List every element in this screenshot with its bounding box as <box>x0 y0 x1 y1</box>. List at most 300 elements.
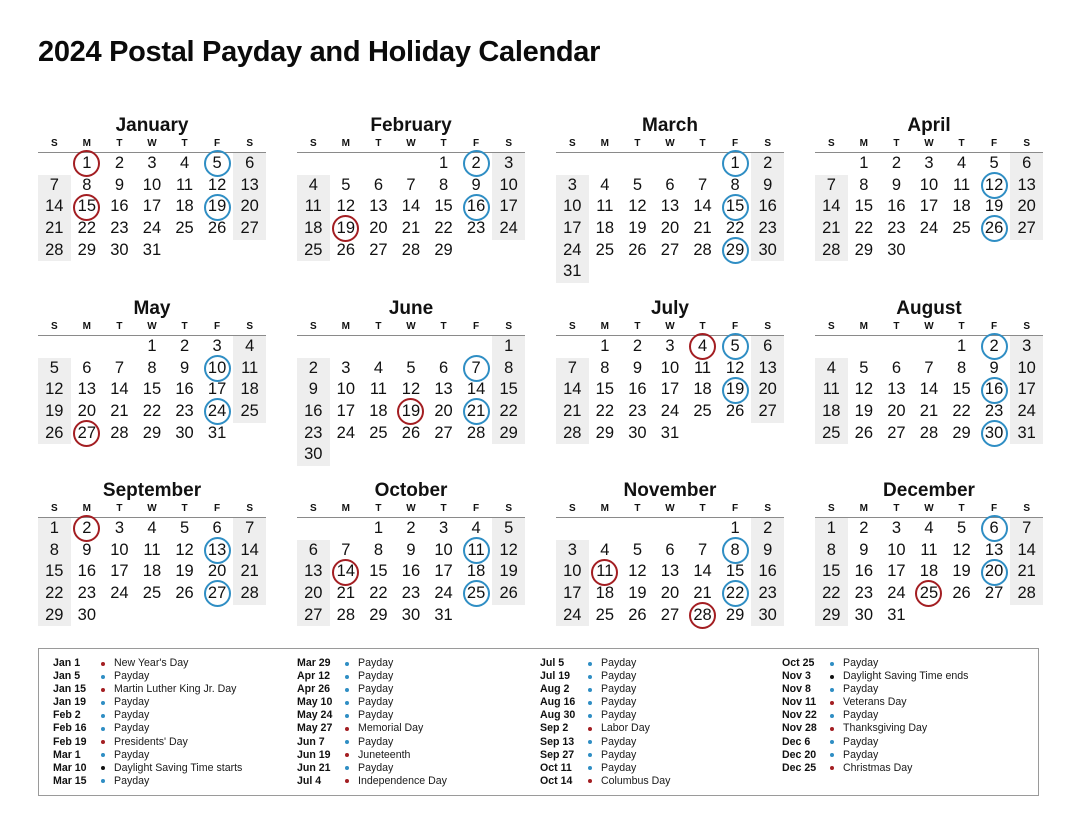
legend-item <box>782 762 968 775</box>
legend-label: Payday <box>114 696 150 709</box>
day-number: 26 <box>499 584 518 603</box>
day-number: 17 <box>887 562 906 581</box>
day-number: 20 <box>887 402 906 421</box>
day-number: 22 <box>499 402 518 421</box>
day-cell <box>136 218 169 240</box>
day-cell <box>880 153 913 175</box>
day-cell <box>136 196 169 218</box>
day-number: 27 <box>887 423 906 442</box>
day-number: 17 <box>1017 380 1036 399</box>
weekday-header: S <box>1023 138 1030 149</box>
weekday-header: T <box>181 138 188 149</box>
day-number: 14 <box>822 197 841 216</box>
day-number: 24 <box>499 219 518 238</box>
day-number: 28 <box>336 605 356 624</box>
day-number: 4 <box>924 519 934 537</box>
day-number: 28 <box>110 423 129 442</box>
legend-item <box>540 762 670 775</box>
legend-date: Mar 15 <box>53 774 87 787</box>
legend-item <box>53 683 242 696</box>
day-cell <box>492 561 525 583</box>
day-number: 22 <box>854 219 874 238</box>
day-cell <box>686 175 719 197</box>
day-number: 20 <box>660 219 680 238</box>
day-number: 6 <box>665 175 675 194</box>
legend-column <box>297 657 447 788</box>
legend-label: Payday <box>358 709 394 722</box>
day-cell <box>621 358 654 380</box>
day-number: 25 <box>175 219 194 238</box>
day-number: 22 <box>725 584 745 603</box>
day-cell <box>395 175 428 197</box>
legend-date: Sep 27 <box>540 748 575 761</box>
empty-cell <box>621 153 654 175</box>
day-cell <box>168 175 201 197</box>
day-number: 16 <box>466 197 486 216</box>
weekday-header-row <box>815 137 1043 153</box>
day-number: 7 <box>245 519 255 537</box>
day-cell <box>362 518 395 540</box>
day-cell <box>38 196 71 218</box>
weekday-header: S <box>505 503 512 514</box>
day-cell <box>395 561 428 583</box>
day-number: 19 <box>984 197 1004 216</box>
payday-cell <box>201 540 234 562</box>
day-number: 1 <box>504 337 514 355</box>
legend-item <box>540 709 670 722</box>
day-cell <box>103 561 136 583</box>
weekday-header: M <box>600 503 610 514</box>
day-cell <box>168 401 201 423</box>
weekday-header: W <box>406 503 416 514</box>
day-cell <box>848 175 881 197</box>
day-cell <box>427 518 460 540</box>
day-number: 1 <box>147 337 157 355</box>
day-cell <box>103 423 136 445</box>
day-number: 18 <box>919 562 939 581</box>
day-number: 20 <box>207 562 227 581</box>
legend-item <box>540 722 670 735</box>
day-number: 1 <box>49 519 59 537</box>
day-number: 10 <box>110 540 129 559</box>
day-number: 2 <box>179 337 190 355</box>
day-cell <box>38 401 71 423</box>
day-number: 2 <box>471 154 481 172</box>
day-cell <box>460 423 493 445</box>
day-number: 31 <box>142 240 162 259</box>
day-cell <box>492 358 525 380</box>
day-number: 21 <box>693 219 712 238</box>
day-number: 1 <box>82 154 92 172</box>
day-number: 28 <box>693 605 712 624</box>
day-number: 24 <box>207 402 227 421</box>
weekday-header-row <box>297 502 525 518</box>
legend-item <box>297 775 447 788</box>
legend-item <box>297 762 447 775</box>
payday-cell <box>719 336 752 358</box>
day-number: 29 <box>822 605 841 624</box>
payday-dot-icon <box>587 709 601 722</box>
day-cell <box>136 358 169 380</box>
day-number: 15 <box>499 380 518 399</box>
day-cell <box>751 561 784 583</box>
day-cell <box>913 153 946 175</box>
day-number: 2 <box>989 337 999 355</box>
day-number: 17 <box>499 197 518 216</box>
day-cell <box>427 153 460 175</box>
day-number: 22 <box>77 219 97 238</box>
day-number: 3 <box>212 337 222 355</box>
weekday-header: S <box>309 321 317 332</box>
day-grid <box>297 518 525 626</box>
day-number: 18 <box>693 380 712 399</box>
month-title: February <box>370 115 452 136</box>
day-number: 30 <box>304 445 323 464</box>
day-number: 6 <box>989 519 999 537</box>
weekday-header: W <box>406 321 416 332</box>
day-number: 14 <box>110 380 129 399</box>
legend-item <box>782 657 968 670</box>
legend-label: Thanksgiving Day <box>843 722 928 735</box>
day-number: 8 <box>730 540 740 559</box>
day-number: 10 <box>499 175 518 194</box>
day-number: 17 <box>434 562 453 581</box>
month-october <box>297 479 525 626</box>
day-cell <box>945 196 978 218</box>
day-cell <box>880 175 913 197</box>
day-grid <box>815 153 1043 261</box>
legend-date: Jan 15 <box>53 683 86 696</box>
day-number: 29 <box>854 240 874 259</box>
day-cell <box>751 358 784 380</box>
day-cell <box>556 379 589 401</box>
day-number: 24 <box>563 240 582 259</box>
day-number: 3 <box>504 154 514 172</box>
day-number: 31 <box>207 423 227 442</box>
day-cell <box>848 583 881 605</box>
payday-dot-icon <box>344 709 358 722</box>
day-number: 11 <box>822 380 840 399</box>
day-cell <box>233 336 266 358</box>
day-number: 27 <box>660 240 680 259</box>
day-cell <box>492 583 525 605</box>
day-number: 7 <box>1022 519 1032 537</box>
day-cell <box>654 196 687 218</box>
day-cell <box>168 518 201 540</box>
holiday-cell <box>686 605 719 627</box>
day-cell <box>362 358 395 380</box>
empty-cell <box>815 153 848 175</box>
day-cell <box>103 196 136 218</box>
day-number: 20 <box>660 584 680 603</box>
empty-cell <box>686 518 719 540</box>
day-number: 15 <box>45 562 64 581</box>
day-number: 15 <box>854 197 874 216</box>
legend-label: Payday <box>843 683 879 696</box>
day-cell <box>654 423 687 445</box>
day-cell <box>38 175 71 197</box>
legend-item <box>297 749 447 762</box>
legend-label: Columbus Day <box>601 774 671 787</box>
day-cell <box>815 583 848 605</box>
day-number: 28 <box>45 240 64 259</box>
day-cell <box>945 218 978 240</box>
day-cell <box>136 175 169 197</box>
day-number: 23 <box>984 402 1004 421</box>
day-number: 28 <box>693 240 712 259</box>
holiday-cell <box>71 423 104 445</box>
day-number: 22 <box>822 584 841 603</box>
day-cell <box>395 540 428 562</box>
day-number: 20 <box>984 562 1004 581</box>
day-cell <box>913 423 946 445</box>
day-number: 20 <box>1017 197 1036 216</box>
day-number: 3 <box>891 519 901 537</box>
legend-label: Payday <box>358 761 394 774</box>
weekday-header-row <box>815 502 1043 518</box>
day-number: 9 <box>308 380 318 399</box>
payday-cell <box>978 423 1011 445</box>
day-number: 16 <box>110 197 129 216</box>
day-cell <box>848 358 881 380</box>
weekday-header: F <box>991 321 998 332</box>
day-cell <box>556 240 589 262</box>
day-number: 4 <box>600 540 610 559</box>
month-title: December <box>883 480 975 501</box>
day-cell <box>751 153 784 175</box>
day-number: 21 <box>1017 562 1036 581</box>
day-cell <box>815 379 848 401</box>
day-number: 12 <box>952 540 971 559</box>
day-number: 26 <box>628 240 647 259</box>
day-number: 14 <box>1017 540 1036 559</box>
day-cell <box>103 401 136 423</box>
day-cell <box>751 240 784 262</box>
day-cell <box>330 358 363 380</box>
day-cell <box>1010 336 1043 358</box>
day-cell <box>103 358 136 380</box>
legend-label: Payday <box>114 709 150 722</box>
day-cell <box>945 401 978 423</box>
day-cell <box>815 218 848 240</box>
day-number: 28 <box>240 584 259 603</box>
day-number: 1 <box>956 337 967 355</box>
day-number: 13 <box>887 380 906 399</box>
day-cell <box>297 379 330 401</box>
payday-dot-icon <box>344 696 358 709</box>
legend-date: Aug 16 <box>540 696 576 709</box>
day-cell <box>136 240 169 262</box>
legend-item <box>53 736 242 749</box>
day-number: 15 <box>434 197 453 216</box>
day-cell <box>848 153 881 175</box>
day-cell <box>913 358 946 380</box>
legend-label: New Year's Day <box>114 657 189 669</box>
day-number: 16 <box>984 380 1004 399</box>
day-cell <box>297 561 330 583</box>
day-grid <box>38 153 266 261</box>
legend-date: Sep 13 <box>540 735 575 748</box>
legend-date: Feb 19 <box>53 735 87 748</box>
day-number: 9 <box>406 540 416 559</box>
legend-label: Juneteenth <box>358 748 411 761</box>
day-cell <box>848 196 881 218</box>
day-number: 23 <box>887 219 906 238</box>
weekday-header: T <box>699 321 706 332</box>
day-number: 4 <box>373 358 383 377</box>
payday-cell <box>719 379 752 401</box>
day-number: 13 <box>207 540 227 559</box>
day-cell <box>751 540 784 562</box>
day-number: 25 <box>952 219 971 238</box>
day-cell <box>556 401 589 423</box>
legend-label: Martin Luther King Jr. Day <box>114 683 237 696</box>
payday-dot-icon <box>829 683 843 696</box>
day-number: 21 <box>563 402 582 421</box>
day-number: 20 <box>434 402 453 421</box>
day-number: 25 <box>466 584 486 603</box>
legend-date: Feb 16 <box>53 722 87 735</box>
day-number: 4 <box>826 358 836 377</box>
day-cell <box>38 561 71 583</box>
day-cell <box>654 379 687 401</box>
day-cell <box>848 240 881 262</box>
weekday-header: T <box>116 503 123 514</box>
month-january <box>38 114 266 261</box>
day-number: 16 <box>77 562 97 581</box>
day-number: 15 <box>725 562 745 581</box>
payday-dot-icon <box>587 670 601 683</box>
weekday-header: M <box>600 138 610 149</box>
day-cell <box>168 336 201 358</box>
day-number: 3 <box>924 154 934 172</box>
weekday-header: W <box>924 503 934 514</box>
page-title: 2024 Postal Payday and Holiday Calendar <box>38 36 601 68</box>
payday-dot-icon <box>587 696 601 709</box>
day-cell <box>103 540 136 562</box>
day-number: 9 <box>471 175 481 194</box>
month-title: October <box>374 480 448 501</box>
day-number: 4 <box>147 519 157 537</box>
weekday-header: F <box>991 503 998 514</box>
day-cell <box>686 240 719 262</box>
day-number: 30 <box>77 605 97 624</box>
empty-cell <box>362 336 395 358</box>
day-number: 28 <box>1017 584 1036 603</box>
day-number: 14 <box>336 562 356 581</box>
day-number: 29 <box>499 423 518 442</box>
day-cell <box>427 423 460 445</box>
weekday-header: S <box>568 138 576 149</box>
payday-dot-icon <box>100 749 114 762</box>
legend-item <box>53 762 242 775</box>
payday-cell <box>719 240 752 262</box>
day-number: 27 <box>369 240 388 259</box>
legend-date: Jun 7 <box>297 735 325 748</box>
weekday-header-row <box>38 320 266 336</box>
holiday-cell <box>330 561 363 583</box>
weekday-header: M <box>859 138 869 149</box>
legend-item <box>297 670 447 683</box>
day-cell <box>330 423 363 445</box>
payday-dot-icon <box>344 670 358 683</box>
day-cell <box>71 358 104 380</box>
day-number: 4 <box>600 175 610 194</box>
legend-label: Payday <box>601 748 637 761</box>
day-number: 21 <box>401 219 421 238</box>
day-number: 12 <box>45 380 64 399</box>
day-cell <box>978 583 1011 605</box>
day-number: 8 <box>956 358 967 377</box>
day-cell <box>71 240 104 262</box>
day-number: 26 <box>401 423 421 442</box>
day-cell <box>233 561 266 583</box>
day-number: 23 <box>758 584 777 603</box>
month-title: July <box>650 298 690 319</box>
day-number: 3 <box>1022 337 1032 355</box>
day-number: 2 <box>82 519 92 537</box>
legend-label: Presidents' Day <box>114 735 188 748</box>
day-number: 5 <box>212 154 222 172</box>
legend-date: Jan 5 <box>53 670 81 683</box>
day-cell <box>945 175 978 197</box>
holiday-dot-icon <box>344 775 358 788</box>
day-cell <box>297 196 330 218</box>
day-number: 16 <box>854 562 874 581</box>
day-cell <box>556 196 589 218</box>
month-november <box>556 479 784 626</box>
empty-cell <box>621 518 654 540</box>
day-cell <box>330 240 363 262</box>
day-cell <box>751 196 784 218</box>
day-cell <box>1010 358 1043 380</box>
payday-dot-icon <box>587 683 601 696</box>
day-number: 11 <box>952 175 971 194</box>
day-number: 14 <box>693 197 712 216</box>
legend-item <box>782 670 968 683</box>
day-number: 19 <box>628 584 647 603</box>
day-number: 8 <box>826 540 836 559</box>
weekday-header: T <box>893 503 900 514</box>
day-number: 27 <box>240 219 259 238</box>
day-cell <box>880 240 913 262</box>
legend-date: Mar 29 <box>297 657 331 669</box>
day-number: 13 <box>660 197 680 216</box>
weekday-header: S <box>246 138 253 149</box>
day-number: 31 <box>1017 423 1036 442</box>
weekday-header: S <box>568 503 576 514</box>
day-number: 22 <box>725 219 745 238</box>
day-cell <box>848 540 881 562</box>
weekday-header: W <box>924 138 934 149</box>
day-number: 30 <box>175 423 194 442</box>
day-cell <box>913 518 946 540</box>
day-cell <box>654 175 687 197</box>
legend-label: Payday <box>114 670 150 683</box>
legend-label: Independence Day <box>358 774 447 787</box>
day-cell <box>621 240 654 262</box>
day-cell <box>233 518 266 540</box>
legend-label: Payday <box>358 696 394 709</box>
day-cell <box>589 218 622 240</box>
payday-cell <box>978 336 1011 358</box>
day-cell <box>654 540 687 562</box>
day-cell <box>913 379 946 401</box>
legend-item <box>297 736 447 749</box>
day-number: 26 <box>207 219 227 238</box>
holiday-dot-icon <box>344 749 358 762</box>
day-number: 13 <box>240 175 259 194</box>
